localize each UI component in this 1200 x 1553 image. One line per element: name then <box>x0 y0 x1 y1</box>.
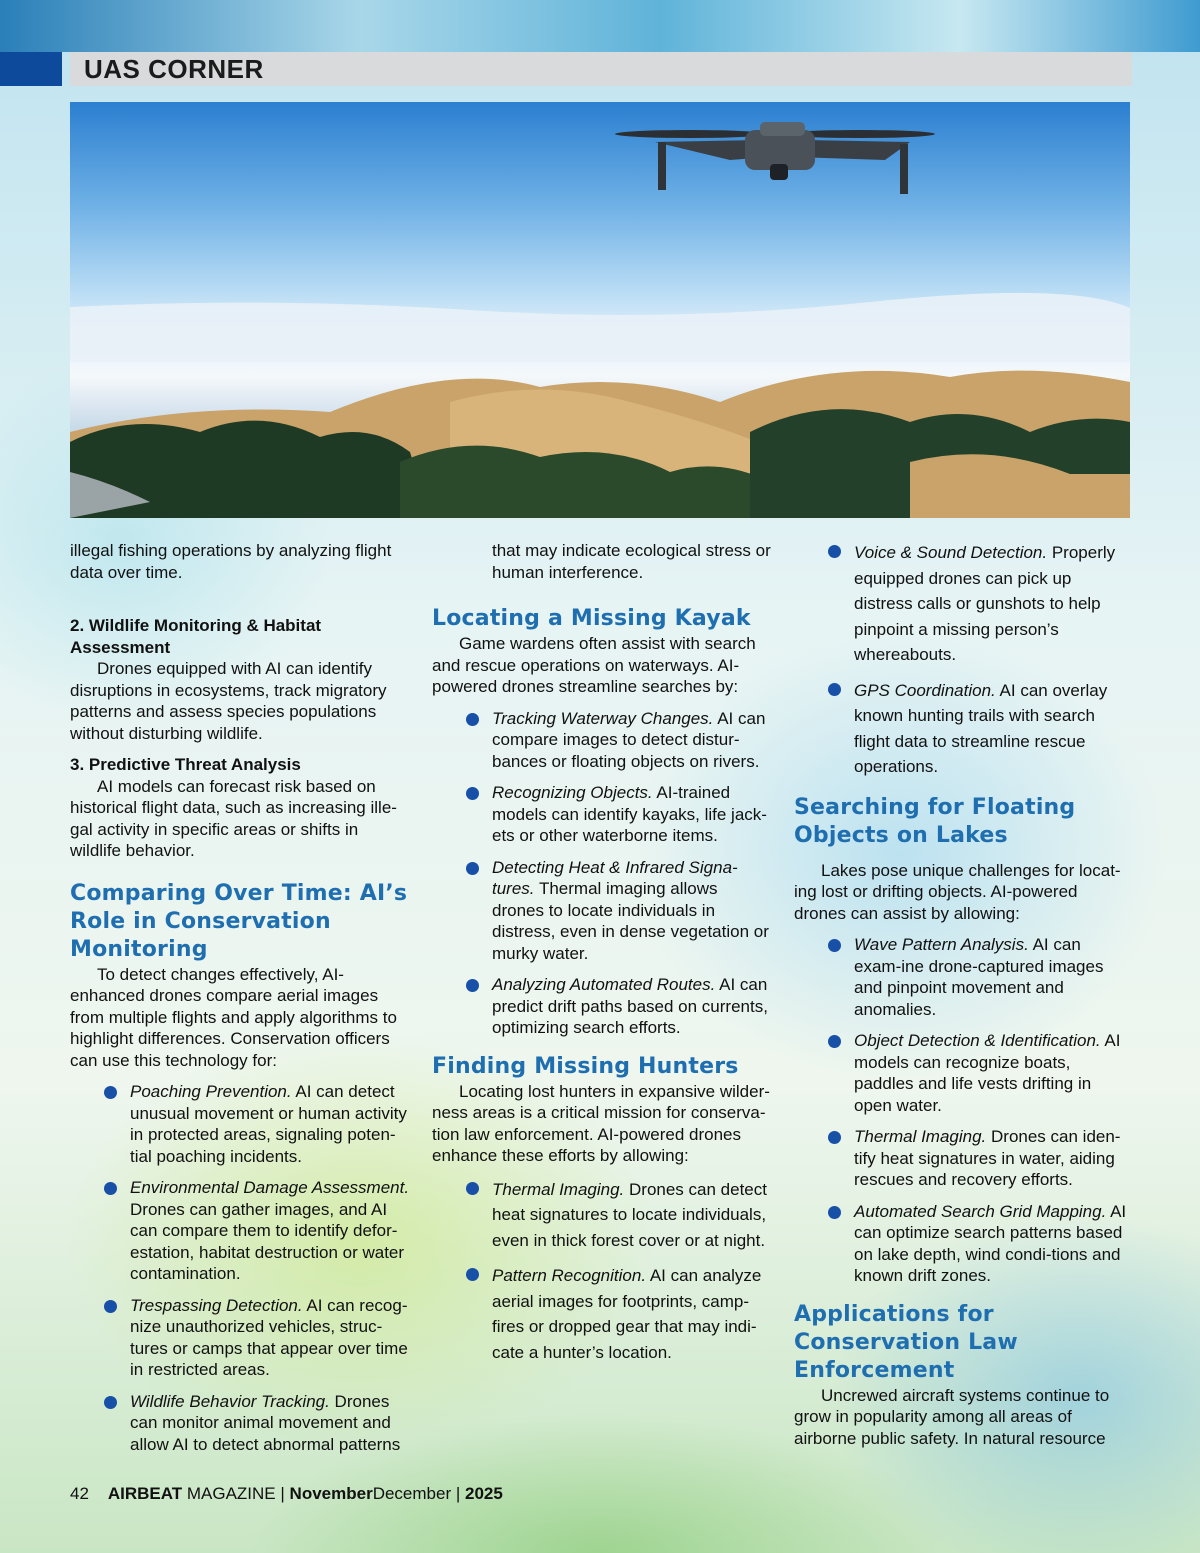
column-2 <box>432 540 772 1375</box>
bullet-icon <box>104 1396 117 1409</box>
comparing-bullets <box>70 1081 410 1455</box>
section-heading-lakes: Searching for Floating Objects on Lakes <box>794 794 1076 848</box>
bullet-icon <box>828 545 841 558</box>
list-item: Detecting Heat & Infrared Signa-tures. Thermal imaging allows drones to locate individuals in distress, even in dense vegetation or murky water. <box>432 857 772 965</box>
footer-separator: | <box>280 1484 285 1503</box>
bullet-icon <box>828 939 841 952</box>
bullet-icon <box>466 1182 479 1195</box>
section-heading-hunters: Finding Missing Hunters <box>432 1053 739 1079</box>
item3-heading: 3. Predictive Threat Analysis <box>70 755 301 774</box>
bullet-icon <box>466 862 479 875</box>
list-item: Trespassing Detection. AI can recog-nize unauthorized vehicles, struc-tures or camps that appear over time in restricted areas. <box>70 1295 410 1381</box>
list-item: Analyzing Automated Routes. AI can predict drift paths based on currents, optimizing search efforts. <box>432 974 772 1039</box>
item2-heading: 2. Wildlife Monitoring & Habitat Assessment <box>70 616 322 657</box>
hunters-intro: Locating lost hunters in expansive wilder-ness areas is a critical mission for conserva-tion law enforcement. AI-powered drones enhance these efforts by allowing: <box>432 1081 770 1165</box>
kayak-intro: Game wardens often assist with search and rescue operations on waterways. AI-powered drones streamline searches by: <box>432 634 756 696</box>
column-1 <box>70 540 410 1465</box>
magazine-name: MAGAZINE <box>186 1484 276 1503</box>
col1-lead: illegal fishing operations by analyzing flight data over time. <box>70 541 392 582</box>
list-item: Object Detection & Identification. AI models can recognize boats, paddles and life vests drifting in open water. <box>794 1030 1130 1116</box>
drone-photo-illustration <box>70 102 1130 518</box>
magazine-name-bold: AIRBEAT <box>107 1484 183 1503</box>
list-item: Tracking Waterway Changes. AI can compare images to detect distur-bances or floating objects on rivers. <box>432 708 772 773</box>
page-footer <box>70 1484 503 1504</box>
section-title: UAS CORNER <box>84 54 264 84</box>
col2-lead: that may indicate ecological stress or human interference. <box>492 541 771 582</box>
list-item: Pattern Recognition. AI can analyze aerial images for footprints, camp-fires or dropped gear that may indi-cate a hunter’s location. <box>432 1263 772 1365</box>
list-item: Thermal Imaging. Drones can detect heat signatures to locate individuals, even in thick forest cover or at night. <box>432 1177 772 1254</box>
list-item: Recognizing Objects. AI-trained models can identify kayaks, life jack-ets or other waterborne items. <box>432 782 772 847</box>
section-heading-kayak: Locating a Missing Kayak <box>432 606 751 631</box>
bullet-icon <box>828 1035 841 1048</box>
list-item: Poaching Prevention. AI can detect unusual movement or human activity in protected areas, signaling poten-tial poaching incidents. <box>70 1081 410 1167</box>
drone-landscape-photo <box>70 102 1130 518</box>
bullet-icon <box>828 1131 841 1144</box>
list-item: Thermal Imaging. Drones can iden-tify heat signatures in water, aiding rescues and recovery efforts. <box>794 1126 1130 1191</box>
decorative-top-strip <box>0 0 1200 52</box>
bullet-icon <box>466 713 479 726</box>
footer-separator-2: | <box>455 1484 461 1503</box>
applications-intro: Uncrewed aircraft systems continue to grow in popularity among all areas of airborne public safety. In natural resource <box>794 1385 1110 1448</box>
bullet-icon <box>466 787 479 800</box>
bullet-icon <box>104 1086 117 1099</box>
item2-body: Drones equipped with AI can identify disruptions in ecosystems, track migratory patterns and assess species populations without disturbing wildlife. <box>70 659 387 743</box>
bullet-icon <box>104 1300 117 1313</box>
page-number: 42 <box>70 1484 89 1503</box>
list-item: GPS Coordination. AI can overlay known hunting trails with search flight data to streamline rescue operations. <box>794 678 1130 780</box>
section-heading-applications: Applications for Conservation Law Enforcement <box>794 1301 1018 1383</box>
bullet-icon <box>466 979 479 992</box>
list-item: Wildlife Behavior Tracking. Drones can monitor animal movement and allow AI to detect abnormal patterns <box>70 1391 410 1456</box>
section-heading-comparing: Comparing Over Time: AI’s Role in Conservation Monitoring <box>70 880 408 962</box>
list-item: Environmental Damage Assessment. Drones can gather images, and AI can compare them to identify defor-estation, habitat destruction or water contamination. <box>70 1177 410 1285</box>
column-3 <box>794 540 1130 1449</box>
item3-body: AI models can forecast risk based on historical flight data, such as increasing ille-gal activity in specific areas or shifts in wildlife behavior. <box>70 776 397 860</box>
comparing-intro: To detect changes effectively, AI-enhanced drones compare aerial images from multiple flights and apply algorithms to highlight differences. Conservation officers can use this technology for: <box>70 964 397 1070</box>
bullet-icon <box>104 1182 117 1195</box>
lakes-bullets <box>794 934 1130 1287</box>
bullet-icon <box>466 1268 479 1281</box>
drone-icon <box>615 122 935 194</box>
hunters-bullets <box>432 1177 772 1366</box>
issue-month: December <box>372 1484 452 1503</box>
issue-year: 2025 <box>465 1484 503 1503</box>
hunters-bullets-continued <box>794 540 1130 780</box>
issue-month-bold: November <box>289 1484 373 1503</box>
header-accent-block <box>0 52 62 86</box>
lakes-intro: Lakes pose unique challenges for locat-ing lost or drifting objects. AI-powered drones can assist by allowing: <box>794 860 1121 923</box>
list-item: Automated Search Grid Mapping. AI can optimize search patterns based on lake depth, wind condi-tions and known drift zones. <box>794 1201 1130 1287</box>
bullet-icon <box>828 683 841 696</box>
list-item: Wave Pattern Analysis. AI can exam-ine drone-captured images and pinpoint movement and anomalies. <box>794 934 1130 1020</box>
bullet-icon <box>828 1206 841 1219</box>
kayak-bullets <box>432 708 772 1039</box>
list-item: Voice & Sound Detection. Properly equipped drones can pick up distress calls or gunshots to help pinpoint a missing person’s whereabouts. <box>794 540 1130 668</box>
